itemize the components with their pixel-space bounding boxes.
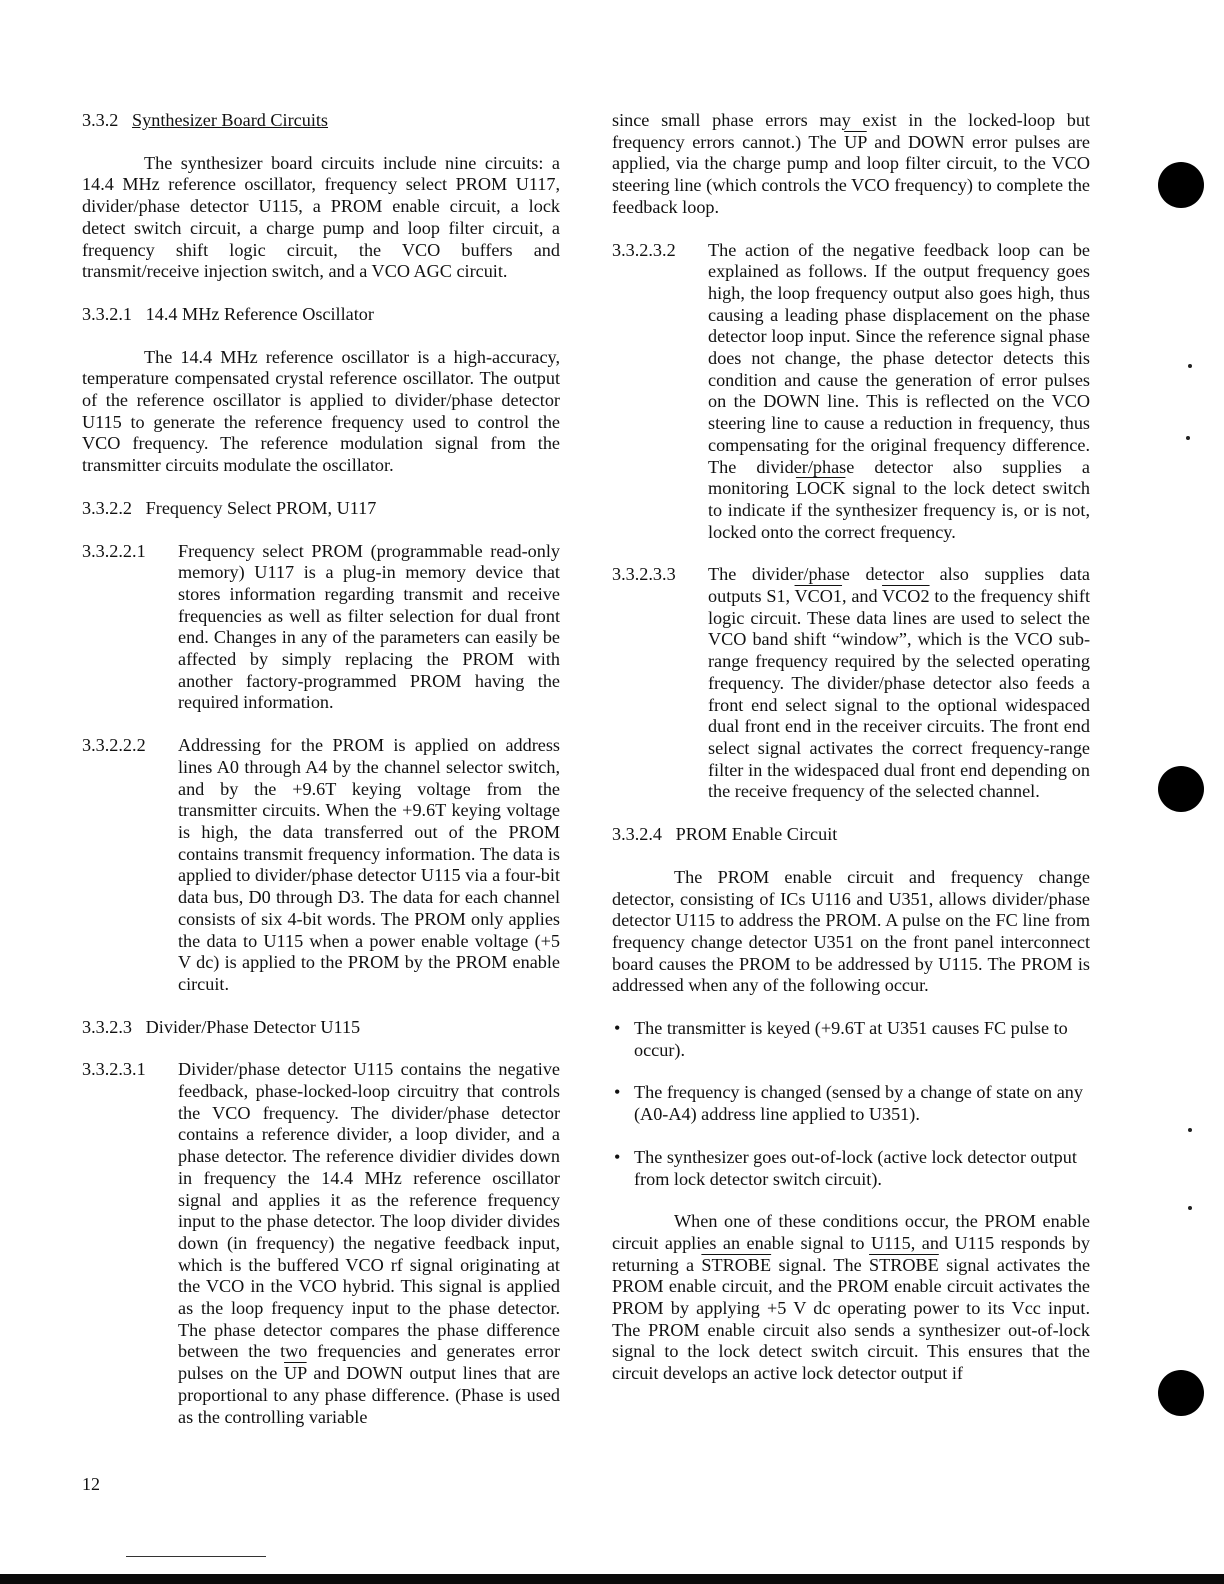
section-number: 3.3.2.1 [82, 303, 133, 324]
page-number: 12 [82, 1474, 100, 1494]
paragraph-text: The divider/phase detector also supplies data outputs S1, [708, 564, 1090, 607]
section-title: PROM Enable Circuit [675, 824, 838, 845]
paragraph-number: 3.3.2.2.1 [82, 540, 146, 561]
section-heading-3-3-2-1 [82, 304, 560, 326]
section-number: 3.3.2.4 [612, 824, 663, 845]
signal-up: $\overline{UP}$ [284, 1363, 307, 1384]
paragraph-text-continued: signal. The [778, 1254, 862, 1275]
section-title: Divider/Phase Detector U115 [145, 1016, 361, 1037]
paragraph-text: Frequency select PROM (programmable read-only memory) U117 is a plug-in memory device that stores information regarding transmit and receive frequencies as well as filter selection for dual front end. Changes in any of the parameters can easily be affected by simply replacing the PROM with another factory-programmed PROM having the required information. [178, 540, 560, 713]
section-heading-3-3-2-4 [612, 824, 1090, 846]
paragraph-text: The action of the negative feedback loop can be explained as follows. If the output frequency goes high, the loop frequency output also goes high, thus causing a leading phase displacement on the phase detector loop input. Since the reference signal phase does not change, the phase detector detects this condition and cause the generation of error pulses on the DOWN line. This is reflected on the VCO steering line to cause a reduction in frequency, thus compensating for the original frequency difference. The divider/phase detector also supplies a monitoring [708, 239, 1090, 499]
bullet-text: The transmitter is keyed (+9.6T at U351 causes FC pulse to occur). [634, 1018, 1068, 1060]
section-title: Frequency Select PROM, U117 [145, 497, 377, 518]
binder-hole-mark [1158, 766, 1204, 812]
section-heading-3-3-2 [82, 110, 560, 132]
paragraph-text: Divider/phase detector U115 contains the negative feedback, phase-locked-loop circuitry that controls the VCO frequency. The divider/phase detector contains a reference divider, a loop divider, and a phase detector. The reference dividier divides down in frequency the 14.4 MHz reference oscillator signal and applies it as the reference frequency input to the phase detector. The loop divider divides down (in frequency) the negative feedback input, which is the buffered VCO rf signal originating at the VCO in the VCO hybrid. This signal is applied as the loop frequency input to the phase detector. The phase detector compares the phase difference between the two frequencies and generates error pulses on the [178, 1059, 560, 1384]
paragraph-text: since small phase errors may exist in the locked-loop but frequency errors cannot.) The [612, 110, 1090, 152]
scan-speck [1188, 1206, 1192, 1210]
paragraph-text: Addressing for the PROM is applied on address lines A0 through A4 by the channel selector switch, and by the +9.6T keying voltage from the transmitter circuits. When the +9.6T keying voltage is high, the data transferred out of the PROM contains transmit frequency information. The data is applied to divider/phase detector U115 via a four-bit data bus, D0 through D3. The data for each channel consists of six 4-bit words. The PROM only applies the data to U115 when a power enable voltage (+5 V dc) is applied to the PROM by the PROM enable circuit. [178, 735, 560, 994]
bullet-item [612, 1147, 1090, 1190]
binder-hole-mark [1158, 1370, 1204, 1416]
paragraph-3-3-2-2-1 [82, 541, 560, 715]
paragraph-3-3-2-3-3 [612, 564, 1090, 803]
right-column [612, 110, 1090, 1406]
paragraph-number: 3.3.2.2.2 [82, 735, 146, 756]
bullet-icon: • [614, 1082, 621, 1103]
conditions-paragraph [612, 1211, 1090, 1385]
paragraph-3-3-2-3-1 [82, 1059, 560, 1428]
signal-vco2: VCO2 [882, 586, 930, 607]
paragraph-text-continued: to the frequency shift logic circuit. These data lines are used to select the VCO band shift “window”, which is the VCO sub-range frequency required by the selected operating frequency. The divider/phase detector also feeds a front end select signal to the optional widespaced dual front end in the receiver circuits. The front end select signal activates the correct frequency-range filter in the widespaced dual front end depending on the receive frequency of the selected channel. [708, 586, 1091, 802]
signal-lock: LOCK [795, 478, 846, 499]
bullet-text: The frequency is changed (sensed by a change of state on any (A0-A4) address line applied to U351). [634, 1082, 1083, 1125]
scan-edge [0, 1574, 1224, 1584]
paragraph-text-continued: signal activates the PROM enable circuit, and the PROM enable circuit activates the PROM by applying +5 V dc operating power to its Vcc input. The PROM enable circuit also sends a synthesizer out-of-lock signal to the lock detect switch circuit. This ensures that the circuit develops an active lock detector output if [612, 1254, 1091, 1384]
paragraph-number: 3.3.2.3.3 [612, 564, 676, 585]
section-number: 3.3.2 [82, 110, 119, 130]
signal-strobe: STROBE [701, 1254, 772, 1275]
bullet-icon: • [614, 1018, 621, 1039]
reference-oscillator-paragraph: The 14.4 MHz reference oscillator is a high-accuracy, temperature compensated crystal reference oscillator. The output of the reference oscillator is applied to divider/phase detector U115 to generate the reference frequency used to control the VCO frequency. The reference modulation signal from the transmitter circuits modulate the oscillator. [82, 346, 560, 476]
signal-vco1: VCO1 [794, 586, 843, 607]
binder-hole-mark [1158, 162, 1204, 208]
section-number: 3.3.2.2 [82, 497, 133, 518]
section-title: 14.4 MHz Reference Oscillator [145, 303, 374, 324]
conjunction: , and [842, 586, 878, 607]
bullet-text: The synthesizer goes out-of-lock (active lock detector output from lock detector switch circuit). [634, 1146, 1077, 1189]
footer-rule [126, 1556, 266, 1557]
continued-paragraph [612, 110, 1090, 219]
scan-speck [1186, 436, 1190, 440]
bullet-item [612, 1018, 1090, 1061]
prom-enable-paragraph: The PROM enable circuit and frequency change detector, consisting of ICs U116 and U351, allows divider/phase detector U115 to address the PROM. A pulse on the FC line from frequency change detector U351 on the front panel interconnect board causes the PROM to be addressed by U115. The PROM is addressed when any of the following occur. [612, 866, 1090, 996]
left-column [82, 110, 560, 1449]
section-title: Synthesizer Board Circuits [132, 110, 329, 130]
section-heading-3-3-2-2 [82, 498, 560, 520]
paragraph-3-3-2-3-2 [612, 240, 1090, 544]
scan-speck [1188, 364, 1192, 368]
paragraph-text-continued: and DOWN output lines that are proportional to any phase difference. (Phase is used as the controlling variable [178, 1363, 560, 1427]
intro-paragraph: The synthesizer board circuits include nine circuits: a 14.4 MHz reference oscillator, frequency select PROM U117, divider/phase detector U115, a PROM enable circuit, a lock detect switch circuit, a charge pump and loop filter circuit, a frequency shift logic circuit, the VCO buffers and transmit/receive injection switch, and a VCO AGC circuit. [82, 152, 560, 282]
paragraph-3-3-2-2-2 [82, 735, 560, 995]
bullet-icon: • [614, 1146, 621, 1167]
signal-strobe: STROBE [869, 1254, 939, 1275]
bullet-item [612, 1082, 1090, 1125]
signal-up: $\overline{UP}$ [844, 131, 867, 152]
paragraph-number: 3.3.2.3.2 [612, 239, 676, 260]
section-heading-3-3-2-3 [82, 1017, 560, 1039]
paragraph-text: When one of these conditions occur, the PROM enable circuit applies an enable signal to U115, and U115 responds by returning a [612, 1211, 1090, 1275]
paragraph-text-continued: signal to the lock detect switch to indicate if the synthesizer frequency is, or is not, locked onto the correct frequency. [708, 478, 1091, 542]
paragraph-number: 3.3.2.3.1 [82, 1059, 146, 1080]
paragraph-text-continued: and DOWN error pulses are applied, via the charge pump and loop filter circuit, to the VCO steering line (which controls the VCO frequency) to complete the feedback loop. [612, 131, 1091, 217]
section-number: 3.3.2.3 [82, 1016, 133, 1037]
scan-speck [1188, 1128, 1192, 1132]
